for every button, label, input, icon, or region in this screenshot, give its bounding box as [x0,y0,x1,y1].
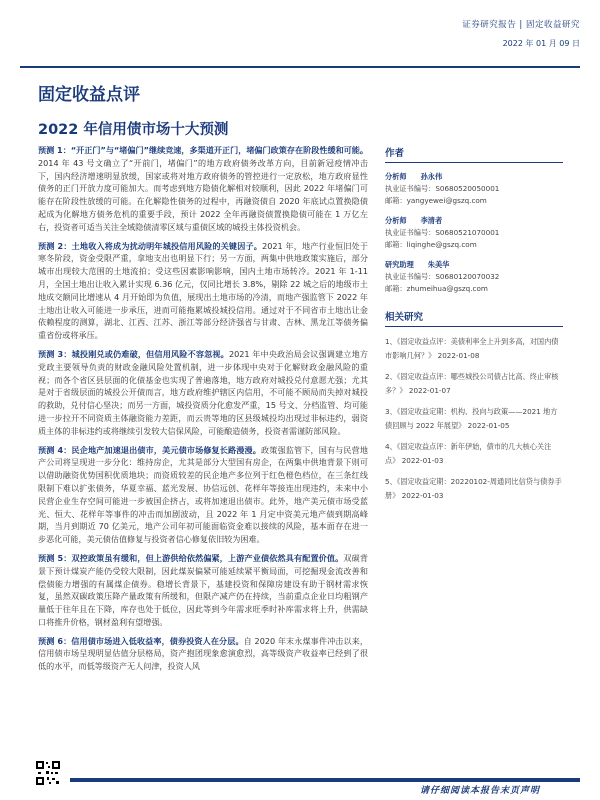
paragraph-body: 2021 年中央政治局会议强调建立地方党政主要领导负责的财政金融风险处置机制，进一步体现中央对于化解财政金融风险的重视；而各个省区县层面的化债基金也实现了普遍落地，地方政府对城投兑付意愿尤强；尤其是对于省级层面的城投公开债而言，地方政府维护辖区内信用，不可能不顾局而失掉对城投的救助，兑付信心坚决；而另一方面，城投资质分化愈发严重，15 号文、分档监管、均可能进一步拉开不同资质主体融资能力差距，而云贵等地的区县级城投均出现过非标违约，弱资质主体的非标违约或将继续引发较大信保风险，可能酿造债务，投资者需谨防部风险。 [38,348,368,436]
related-report-link[interactable] [385,440,563,467]
paragraph-body: 政策强监管下，国有与民营地产公司将呈现进一步分化：维持房企，尤其是部分大型国有房企，在两集中供地背景下则可以借助融资优势国积优质地块；而资质较差的民企地产多位列于红色橙色档位，在三条红线限制下难以扩张债务，华夏幸福、蓝光发展、协信远创、花样年等接连出现违约，未来中小民营企业生存空间可能进一步被国企挤占，或将加速退出债市。此外，地产美元债市场受蓝光、恒大、花样年等事件的冲击而加剧波动，且 2022 年 1 月定中资美元地产债到期高峰期，当月到期近 70 亿美元，地产公司年初可能面临资金难以接续的风险，基本面存在进一步恶化可能，美元债估值修复与投资者信心修复依旧较为困难。 [38,444,368,545]
analyst-cert: S0680520050001 [435,184,500,193]
email-label: 邮箱： [385,284,407,293]
paragraph-body: 2014 年 43 号文确立了“开前门，堵偏门”的地方政府债务改革方向，目前新冠疫情冲击下，国内经济增速明显放缓，国家或将对地方政府债务的管控进行一定放松，地方政府显性债务的正门开放力度可能加大。而考虑到地方隐债化解相对较顺利，因此 2022 年堵偏门可能存在阶段性放缓的可能。在化解隐性债务的过程中，再融资债自 2020 年底试点置换隐债起成为化解地方债务危机的重要手段，预计 2022 全年再融资债置换隐债可能在 1 万亿左右，投资者可适当关注全域隐债清零区域与重债区域的城投主体投资机会。 [38,157,368,232]
qr-code-icon[interactable] [35,760,61,786]
related-report-date: 2022-01-03 [401,455,444,465]
related-report-title[interactable]: 5、《固定收益定期：20220102-周通同比信贷与债券手册》 [385,477,562,500]
related-report-date: 2022-01-05 [467,420,510,430]
cert-label: 执业证书编号： [385,184,436,193]
sidebar [385,145,563,502]
email-label: 邮箱： [385,196,407,205]
paragraph-body: 自 2020 年末永煤事件冲击以来，信用债市场呈现明显估值分层格局，资产抱团现象愈演愈烈，高等级资产收益率已经到了很低的水平，而低等级资产无人问津，投资人风 [38,635,369,672]
related-report-date: 2022-01-07 [408,385,451,395]
paragraph-head: 预测 4：民企地产加速退出债市，美元债市场修复长路漫漫。 [38,444,262,455]
related-report-title[interactable]: 3、《固定收益定期：机构、投向与政策——2021 地方债回顾与 2022 年展望》 [385,407,558,430]
analyst-role: 研究助理 [385,260,414,269]
paragraph-4 [38,444,368,546]
email-label: 邮箱： [385,240,407,249]
report-type: 证券研究报告 | 固定收益研究 [462,20,580,30]
main-body [38,138,368,673]
related-report-title[interactable]: 4、《固定收益点评：新年伊始，债市的几大核心关注点》 [385,442,552,465]
paragraph-head: 预测 6：信用债市场进入低收益率，债券投资人在分层。 [38,635,244,646]
paragraph-1 [38,144,368,234]
paragraph-3 [38,348,368,438]
related-report-date: 2022-01-08 [437,350,480,360]
paragraph-body: 双碳背景下预计煤炭产能仍受较大限制，因此煤炭偏紧可能延续紧平衡局面，可挖掘现金流改善和偿债能力增强的有属煤企债券。稳增长背景下，基建投资和保障房建设有助于钢材需求恢复，虽然双碳政策压降产量政策有所缓和，但限产减产仍在持续，当前重点企业日均粗钢产量低于往年且在下降，库存也处于低位，因此等到今年需求旺季时补库需求将上升，供需缺口将推升价格，钢材盈利有望增强。 [38,552,368,627]
paragraph-5 [38,552,368,629]
related-report-link[interactable] [385,335,563,362]
paragraph-head: 预测 5：双控政策虽有缓和，但上游供给依然偏紧，上游产业债依然具有配置价值。 [38,552,344,563]
analyst-card [385,171,563,207]
related-report-title[interactable]: 2、《固定收益点评：哪些城投公司债占比高、终止审核多？》 [385,372,559,395]
paragraph-2 [38,240,368,342]
analyst-cert: S0680120070032 [435,272,500,281]
related-research-title: 相关研究 [385,309,563,327]
related-report-link[interactable] [385,475,563,502]
paragraph-6 [38,635,368,673]
related-report-date: 2022-01-03 [401,490,444,500]
authors-title: 作者 [385,145,563,163]
related-report-link[interactable] [385,370,563,397]
footer-disclaimer: 请仔细阅读本报告末页声明 [419,786,540,796]
report-date: 2022 年 01 月 09 日 [502,39,580,48]
analyst-card [385,259,563,295]
analyst-cert: S0680521070001 [435,228,500,237]
cert-label: 执业证书编号： [385,228,436,237]
report-headline: 2022 年信用债市场十大预测 [38,122,229,138]
paragraph-head: 预测 1：“开正门”与“堵偏门”继续竞速，多渠道开正门，堵偏门政策存在阶段性缓和可能。 [38,145,368,155]
paragraph-head: 预测 2：土地收入将成为扰动明年城投信用风险的关键因子。 [38,240,263,251]
paragraph-body: 2021 年，地产行业恒旧处于寒冬阶段，资金受限严重，拿地支出也明显下行；另一方面，两集中供地政策实施后，部分城市出现较大范围的土地流拍；受这些因素影响影响，国内土地市场转冷。2021 年 1-11 月，全国土地出让收入累计实现 6.36 亿元，仅同比增长 3.8%，剔除 22 城之后的地级市土地成交额同比增速从 4 月开始即为负值，展现出土地市场的冷清，而地产强监管下 2022 年土地出让收入可能进一步承压，进而可能拖累城投城投信用。通过对于不同省市土地出让金依赖程度的测算，湖北、江西、江苏、浙江等部分经济强省与甘肃、吉林、黑龙江等债务偏重省份或将承压。 [38,240,369,341]
analyst-role: 分析师 [385,172,407,181]
report-header [462,18,580,49]
analyst-card [385,215,563,251]
analyst-name: 李清者 [420,216,443,225]
analyst-role: 分析师 [385,216,407,225]
footer-bar [70,778,580,782]
analyst-email[interactable]: yangyewei@gszq.com [406,196,487,205]
paragraph-head: 预测 3：城投刚兑或仍难破，但信用风险不容忽视。 [38,348,229,359]
cert-label: 执业证书编号： [385,272,436,281]
analyst-name: 朱美华 [427,260,450,269]
related-report-link[interactable] [385,405,563,432]
header-divider [20,66,580,68]
report-category: 固定收益点评 [38,85,140,105]
analyst-name: 孙永伟 [420,172,443,181]
analyst-email[interactable]: zhumeihua@gszq.com [406,284,488,293]
analyst-email[interactable]: liqinghe@gszq.com [406,240,477,249]
related-report-title[interactable]: 1、《固定收益点评：美债利率全上升到多高，对国内债市影响几何？》 [385,337,559,360]
